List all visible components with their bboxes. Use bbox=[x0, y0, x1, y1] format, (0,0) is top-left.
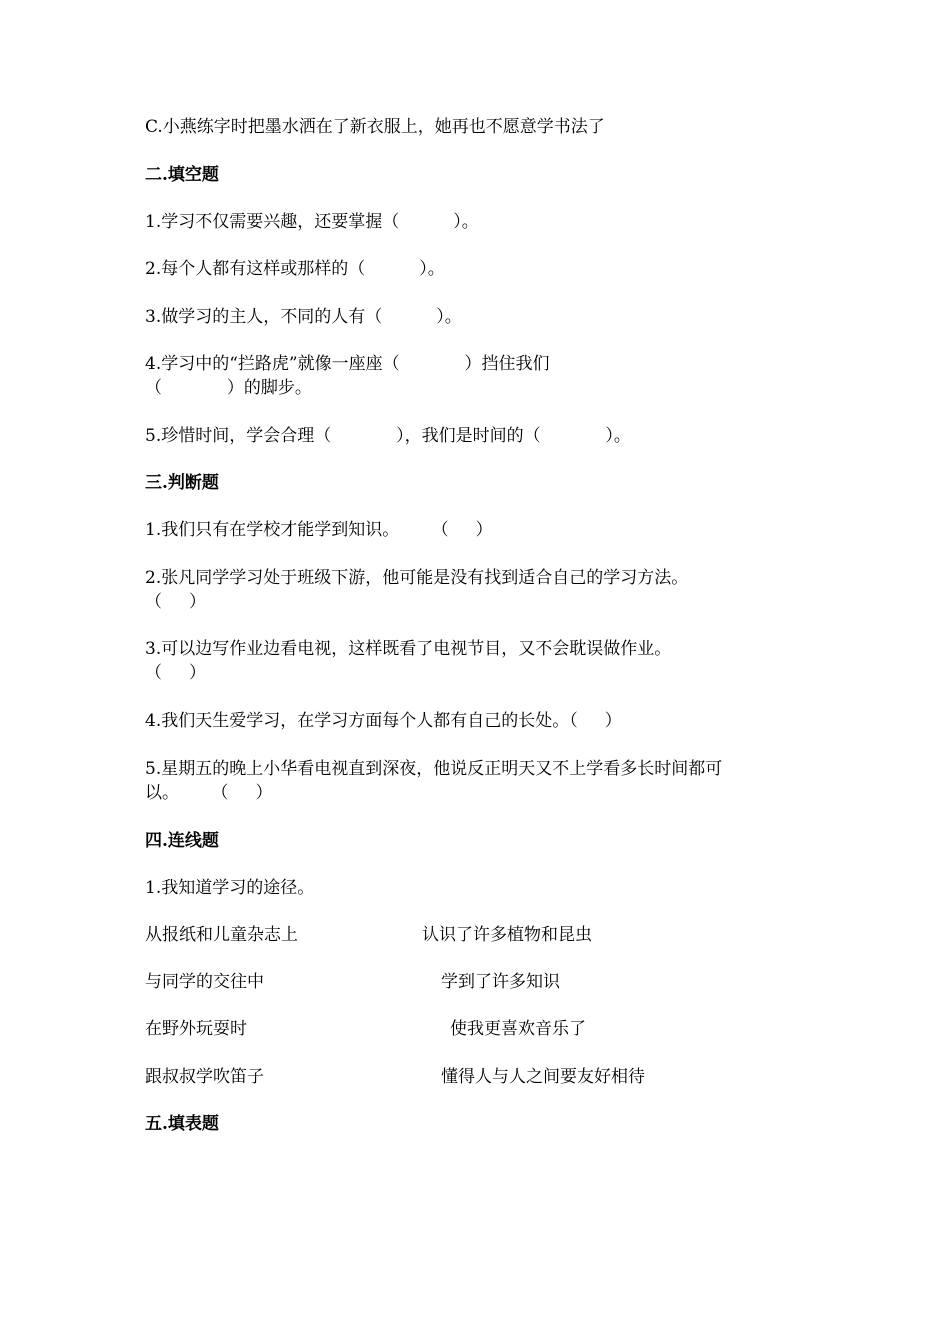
judge-question-2-line-1: 2.张凡同学学习处于班级下游，他可能是没有找到适合自己的学习方法。 bbox=[145, 568, 689, 588]
section-3-title: 三.判断题 bbox=[145, 473, 219, 493]
match-right-item: 懂得人与人之间要友好相待 bbox=[441, 1067, 645, 1087]
fill-question-4-line-1: 4.学习中的“拦路虎”就像一座座（ ）挡住我们 bbox=[145, 354, 550, 374]
fill-question-2: 2.每个人都有这样或那样的（ ）。 bbox=[145, 259, 445, 279]
judge-question-4: 4.我们天生爱学习，在学习方面每个人都有自己的长处。（ ） bbox=[145, 711, 622, 731]
fill-question-3: 3.做学习的主人，不同的人有（ ）。 bbox=[145, 307, 462, 327]
judge-question-5-line-2: 以。 （ ） bbox=[145, 783, 273, 803]
option-c: C.小燕练字时把墨水洒在了新衣服上，她再也不愿意学书法了 bbox=[145, 117, 605, 137]
section-4-title: 四.连线题 bbox=[145, 831, 219, 851]
match-left-item: 跟叔叔学吹笛子 bbox=[145, 1067, 264, 1087]
match-left-item: 与同学的交往中 bbox=[145, 972, 264, 992]
fill-question-1: 1.学习不仅需要兴趣，还要掌握（ ）。 bbox=[145, 212, 479, 232]
judge-question-3-line-2: （ ） bbox=[145, 663, 207, 683]
fill-question-4-line-2: （ ）的脚步。 bbox=[145, 378, 312, 398]
section-5-title: 五.填表题 bbox=[145, 1114, 219, 1134]
section-2-title: 二.填空题 bbox=[145, 165, 219, 185]
judge-question-1: 1.我们只有在学校才能学到知识。 （ ） bbox=[145, 520, 493, 540]
fill-question-5: 5.珍惜时间，学会合理（ ），我们是时间的（ ）。 bbox=[145, 426, 631, 446]
match-right-item: 学到了许多知识 bbox=[441, 972, 560, 992]
match-question-1: 1.我知道学习的途径。 bbox=[145, 878, 315, 898]
judge-question-2-line-2: （ ） bbox=[145, 592, 207, 612]
judge-question-5-line-1: 5.星期五的晚上小华看电视直到深夜，他说反正明天又不上学看多长时间都可 bbox=[145, 759, 723, 779]
match-left-item: 在野外玩耍时 bbox=[145, 1019, 247, 1039]
judge-question-3-line-1: 3.可以边写作业边看电视，这样既看了电视节目，又不会耽误做作业。 bbox=[145, 639, 672, 659]
match-right-item: 使我更喜欢音乐了 bbox=[450, 1019, 586, 1039]
match-right-item: 认识了许多植物和昆虫 bbox=[422, 925, 592, 945]
match-left-item: 从报纸和儿童杂志上 bbox=[145, 925, 298, 945]
